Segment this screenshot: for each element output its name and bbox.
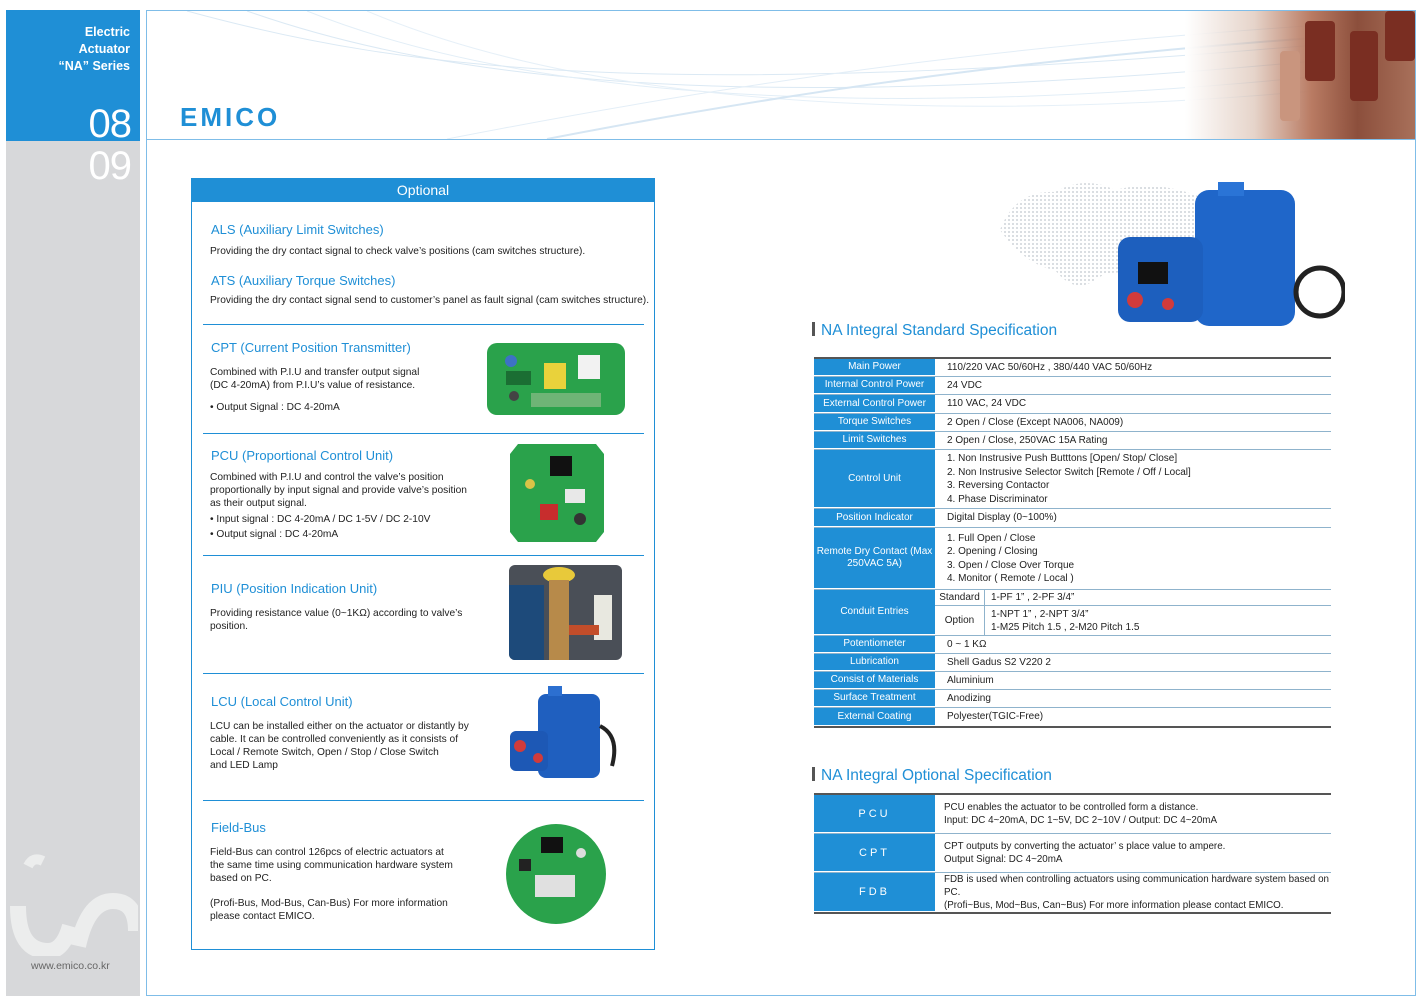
row-value: 2. Non Instrusive Selector Switch [Remote / Off / Local] (947, 466, 1191, 478)
row-value: Input: DC 4~20mA, DC 1~5V, DC 2~10V / Output: DC 4~20mA (944, 815, 1218, 826)
row-value: Output Signal: DC 4~20mA (944, 854, 1063, 865)
row-label: Limit Switches (814, 432, 935, 449)
actuator-photo (1110, 182, 1345, 332)
row-label: Surface Treatment (814, 690, 935, 707)
row-value: 0 ~ 1 KΩ (947, 638, 987, 650)
row-label: Lubrication (814, 654, 935, 671)
title-bar (812, 322, 815, 336)
ats-text: Providing the dry contact signal send to customer’s panel as fault signal (cam switches structure). (210, 295, 650, 306)
series-title (58, 24, 130, 75)
cpt-text (210, 366, 419, 414)
standard-spec-title-text: NA Integral Standard Specification (821, 322, 1058, 339)
sidebar (6, 10, 140, 996)
section-divider (203, 555, 644, 556)
pcu-text-line-3: as their output signal. (210, 498, 307, 509)
row-value: PCU enables the actuator to be controlled form a distance. (944, 802, 1199, 813)
als-text: Providing the dry contact signal to check valve’s positions (cam switches structure). (210, 246, 586, 257)
page-number-left: 08 (88, 102, 131, 146)
row-value: 1. Non Instrusive Push Butttons [Open/ Stop/ Close] (947, 453, 1178, 464)
als-title: ALS (Auxiliary Limit Switches) (211, 222, 384, 237)
table-row (814, 359, 1331, 377)
table-row (814, 834, 1331, 873)
lcu-title: LCU (Local Control Unit) (211, 694, 353, 709)
cpt-title: CPT (Current Position Transmitter) (211, 340, 411, 355)
row-label: Control Unit (814, 450, 935, 508)
pcu-text (210, 471, 467, 541)
row-value: (Profi~Bus, Mod~Bus, Can~Bus) For more information please contact EMICO. (944, 900, 1284, 911)
sub-row-label: Option (935, 606, 985, 635)
title-bar (812, 767, 815, 781)
lcu-text-line-2: cable. It can be controlled conveniently as it consists of (210, 734, 459, 745)
pcu-text-line-2: proportionally by input signal and provide valve’s position (210, 485, 467, 496)
table-row (814, 690, 1331, 708)
fieldbus-text-line-3: based on PC. (210, 873, 272, 884)
section-divider (203, 324, 644, 325)
table-row (814, 395, 1331, 414)
row-label: Position Indicator (814, 509, 935, 527)
row-value: 2 Open / Close, 250VAC 15A Rating (947, 434, 1108, 446)
optional-title: Optional (192, 179, 654, 202)
cpt-bullet: • Output Signal : DC 4-20mA (210, 402, 340, 413)
table-row (814, 708, 1331, 726)
row-label: Conduit Entries (814, 590, 935, 635)
sub-row (935, 606, 1331, 635)
page-number-right: 09 (88, 144, 131, 188)
sub-row-value: 1-NPT 1” , 2-NPT 3/4” (991, 608, 1089, 620)
optional-spec-table (814, 793, 1331, 914)
piu-text (210, 607, 462, 633)
table-row (814, 509, 1331, 528)
series-line-3: “NA” Series (58, 59, 130, 73)
fieldbus-board-photo (505, 823, 607, 925)
section-divider (203, 433, 644, 434)
row-label: Torque Switches (814, 414, 935, 431)
lcu-text-line-3: Local / Remote Switch, Open / Stop / Close Switch (210, 747, 439, 758)
website-link[interactable]: www.emico.co.kr (31, 960, 110, 972)
decorative-logo-watermark (8, 846, 138, 956)
sub-row (935, 590, 1331, 606)
row-value: 110/220 VAC 50/60Hz , 380/440 VAC 50/60Hz (947, 361, 1153, 373)
row-label: External Coating (814, 708, 935, 726)
cpt-text-line-2: (DC 4-20mA) from P.I.U’s value of resistance. (210, 380, 416, 391)
table-row (814, 795, 1331, 834)
fieldbus-text-line-1: Field-Bus can control 126pcs of electric actuators at (210, 847, 444, 858)
row-label: PCU (814, 795, 935, 833)
sub-row-label: Standard (935, 590, 985, 605)
section-divider (203, 673, 644, 674)
sub-row-value: 1-PF 1” , 2-PF 3/4” (991, 592, 1075, 603)
row-value: 2. Opening / Closing (947, 546, 1038, 557)
row-value: FDB is used when controlling actuators using communication hardware system based on PC. (944, 874, 1329, 898)
standard-spec-table (814, 357, 1331, 728)
row-label: Main Power (814, 359, 935, 376)
row-label: External Control Power (814, 395, 935, 413)
factory-photo (1185, 11, 1415, 139)
row-label: FDB (814, 873, 935, 912)
row-value: 3. Open / Close Over Torque (947, 559, 1075, 571)
row-value: Polyester(TGIC-Free) (947, 711, 1044, 723)
row-label: CPT (814, 834, 935, 872)
row-value: Shell Gadus S2 V220 2 (947, 656, 1051, 668)
table-row (814, 450, 1331, 509)
table-row (814, 432, 1331, 450)
lcu-actuator-photo (508, 686, 624, 788)
row-label: Internal Control Power (814, 377, 935, 394)
row-value: 110 VAC, 24 VDC (947, 398, 1027, 410)
optional-panel (191, 178, 655, 950)
table-row (814, 528, 1331, 590)
series-line-2: Actuator (78, 42, 130, 56)
table-row (814, 377, 1331, 395)
pcu-title: PCU (Proportional Control Unit) (211, 448, 394, 463)
lcu-text-line-1: LCU can be installed either on the actuator or distantly by (210, 721, 469, 732)
row-value: Digital Display (0~100%) (947, 512, 1057, 524)
emico-logo: EMICO (180, 102, 281, 132)
optional-spec-title-text: NA Integral Optional Specification (821, 767, 1052, 784)
ats-title: ATS (Auxiliary Torque Switches) (211, 273, 396, 288)
piu-title: PIU (Position Indication Unit) (211, 581, 378, 596)
table-row (814, 654, 1331, 672)
table-row (814, 672, 1331, 690)
fieldbus-text-line-5: please contact EMICO. (210, 911, 315, 922)
pcu-bullet-2: • Output signal : DC 4-20mA (210, 529, 339, 540)
pcu-text-line-1: Combined with P.I.U and control the valve’s position (210, 472, 444, 483)
row-label: Remote Dry Contact (Max 250VAC 5A) (814, 528, 935, 589)
row-value: CPT outputs by converting the actuator’ s place value to ampere. (944, 841, 1226, 852)
pcu-bullet-1: • Input signal : DC 4-20mA / DC 1-5V / DC 2-10V (210, 514, 431, 525)
table-row (814, 636, 1331, 654)
table-row (814, 414, 1331, 432)
table-row (814, 590, 1331, 636)
row-value: 2 Open / Close (Except NA006, NA009) (947, 416, 1124, 428)
row-value: 24 VDC (947, 379, 983, 391)
series-line-1: Electric (84, 25, 130, 39)
row-label: Consist of Materials (814, 672, 935, 689)
lcu-text-line-4: and LED Lamp (210, 760, 278, 771)
row-label: Potentiometer (814, 636, 935, 653)
row-value: 1. Full Open / Close (947, 532, 1036, 544)
piu-unit-photo (509, 565, 622, 660)
pcu-board-photo (510, 444, 604, 542)
header-divider (147, 139, 1416, 140)
row-value: 4. Monitor ( Remote / Local ) (947, 573, 1074, 584)
fieldbus-text (210, 846, 453, 923)
cpt-board-photo (486, 341, 626, 417)
fieldbus-text-line-2: the same time using communication hardware system (210, 860, 453, 871)
piu-text-line-1: Providing resistance value (0~1KΩ) according to valve’s (210, 608, 463, 619)
section-divider (203, 800, 644, 801)
lcu-text (210, 720, 469, 772)
optional-spec-title (812, 767, 1052, 785)
cpt-text-line-1: Combined with P.I.U and transfer output signal (210, 367, 420, 378)
standard-spec-title (812, 322, 1057, 340)
sub-row-value: 1-M25 Pitch 1.5 , 2-M20 Pitch 1.5 (991, 621, 1140, 633)
table-row (814, 873, 1331, 912)
row-value: Anodizing (947, 692, 991, 704)
row-value: 3. Reversing Contactor (947, 480, 1050, 491)
row-value: Aluminium (947, 674, 994, 686)
row-value: 4. Phase Discriminator (947, 493, 1048, 505)
piu-text-line-2: position. (210, 621, 248, 632)
fieldbus-title: Field-Bus (211, 820, 266, 835)
fieldbus-text-line-4: (Profi-Bus, Mod-Bus, Can-Bus) For more information (210, 898, 448, 909)
